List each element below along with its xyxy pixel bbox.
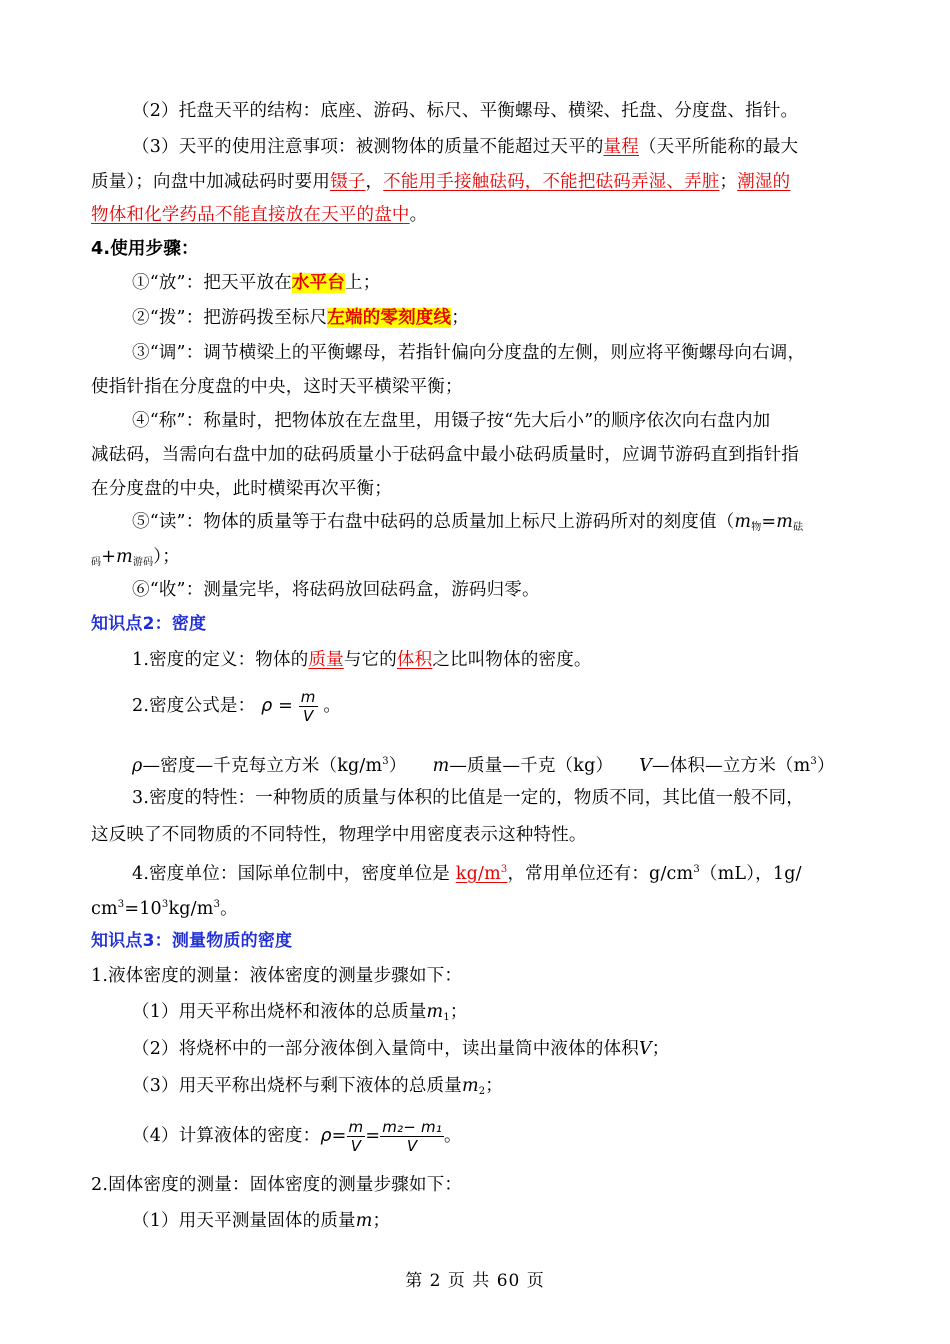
text: =10 — [124, 899, 162, 919]
step-3-line-2: 使指针指在分度盘的中央，这时天平横梁平衡； — [91, 377, 463, 397]
sup: 3 — [500, 864, 508, 875]
liquid-step-3 — [132, 1074, 503, 1104]
steps-heading: 4.使用步骤： — [91, 239, 199, 259]
sup: 3 — [213, 899, 221, 910]
sub: 码 — [91, 557, 102, 568]
text: （2）将烧杯中的一部分液体倒入量筒中，读出量筒中液体的体积 — [132, 1039, 639, 1059]
text: （mL），1g/ — [699, 864, 802, 884]
liquid-step-2 — [132, 1037, 669, 1061]
text: ）； — [153, 547, 180, 567]
density-unit-line-1 — [132, 858, 802, 886]
text: —密度—千克每立方米（kg/m — [142, 756, 383, 776]
text: cm — [91, 899, 118, 919]
moist-rule-cont: 物体和化学药品不能直接放在天平的盘中 — [91, 205, 410, 225]
text: ⑤“读”：物体的质量等于右盘中砝码的总质量加上标尺上游码所对的刻度值（ — [132, 512, 735, 532]
var-m: m — [116, 547, 133, 567]
text: 上； — [345, 273, 381, 293]
eq: = — [761, 512, 777, 532]
text: 1.密度的定义：物体的 — [132, 650, 309, 670]
sup: 3 — [117, 899, 125, 910]
var-m: m — [734, 512, 752, 532]
text: （1）用天平测量固体的质量 — [132, 1211, 356, 1231]
caution-line-2 — [91, 170, 790, 194]
text: ①“放”：把天平放在 — [132, 273, 292, 293]
var-m: m — [776, 512, 794, 532]
eq: = — [331, 1126, 347, 1146]
plus: + — [101, 547, 117, 567]
text: 。 — [220, 899, 238, 919]
solid-heading: 2.固体密度的测量：固体密度的测量步骤如下： — [91, 1175, 463, 1195]
caution-line-1 — [132, 135, 798, 159]
caution-line-3 — [91, 203, 427, 227]
tweezers-term: 镊子 — [330, 172, 366, 192]
text: 。 — [444, 1126, 462, 1146]
liquid-heading: 1.液体密度的测量：液体密度的测量步骤如下： — [91, 966, 463, 986]
rho-symbol: ρ — [320, 1126, 332, 1146]
denominator: V — [302, 707, 314, 725]
fraction-diff-over-v — [380, 1118, 444, 1155]
liquid-step-1 — [132, 1000, 468, 1030]
numerator: m — [300, 688, 316, 706]
var-v: V — [638, 1039, 652, 1059]
eq: = — [365, 1126, 381, 1146]
text: （3）天平的使用注意事项：被测物体的质量不能超过天平的 — [132, 137, 604, 157]
numerator: m₂− m₁ — [382, 1118, 443, 1136]
step-4-line-2: 减砝码，当需向右盘中加的砝码质量小于砝码盒中最小砝码质量时，应调节游码直到指针指 — [91, 445, 799, 465]
text: 。 — [409, 205, 428, 225]
sub: 1 — [443, 1012, 450, 1023]
text: ） — [388, 756, 407, 776]
step-3-line-1: ③“调”：调节横梁上的平衡螺母，若指针偏向分度盘的左侧，则应将平衡螺母向右调， — [132, 343, 806, 363]
text: —质量—千克（kg） — [449, 756, 614, 776]
text: ，常用单位还有：g/cm — [507, 864, 694, 884]
step-1 — [132, 271, 380, 295]
kp3-title: 知识点3：测量物质的密度 — [91, 931, 293, 951]
denominator: V — [350, 1137, 362, 1155]
sup: 3 — [693, 864, 700, 875]
highlight-level-table: 水平台 — [291, 273, 346, 293]
denominator: V — [406, 1137, 418, 1155]
numerator: m — [348, 1118, 364, 1136]
page-footer: 第 2 页 共 60 页 — [405, 1271, 545, 1291]
text: 质量）；向盘中加减砝码时要用 — [91, 172, 331, 192]
eq: = — [278, 696, 294, 716]
fraction-m-over-v — [347, 1118, 366, 1155]
moist-rule: 潮湿的 — [737, 172, 791, 192]
step-6: ⑥“收”：测量完毕，将砝码放回砝码盒，游码归零。 — [132, 580, 540, 600]
density-formula — [132, 686, 341, 726]
rho-symbol: ρ — [261, 696, 273, 716]
text: ； — [651, 1039, 670, 1059]
sub: 游码 — [132, 557, 154, 568]
text: ； — [719, 172, 738, 192]
text: 。 — [323, 696, 342, 716]
text: （4）计算液体的密度： — [132, 1126, 321, 1146]
sup: 3 — [810, 756, 817, 767]
text: —体积—立方米（m — [652, 756, 811, 776]
text: ； — [372, 1211, 391, 1231]
density-definition — [132, 648, 592, 672]
text: ； — [449, 1002, 468, 1022]
text: kg/m — [455, 864, 501, 884]
solid-step-1 — [132, 1209, 390, 1233]
var-m: m — [461, 1076, 479, 1096]
sub: 砝 — [793, 522, 804, 533]
step-5-line-2 — [91, 545, 180, 575]
structure-line: （2）托盘天平的结构：底座、游码、标尺、平衡螺母、横梁、托盘、分度盘、指针。 — [132, 101, 799, 121]
sup: 3 — [382, 756, 389, 767]
sup: 3 — [161, 899, 169, 910]
text: 2.密度公式是： — [132, 696, 256, 716]
text: ； — [485, 1076, 503, 1096]
no-touch-rule: 不能用手接触砝码，不能把砝码弄湿、弄脏 — [383, 172, 720, 192]
text: ； — [451, 308, 469, 328]
text: （3）用天平称出烧杯与剩下液体的总质量 — [132, 1076, 462, 1096]
text: kg/m — [168, 899, 214, 919]
text: ②“拨”：把游码拨至标尺 — [132, 308, 328, 328]
fraction-m-over-v — [299, 688, 318, 725]
sub: 2 — [478, 1086, 486, 1097]
step-5-line-1 — [132, 510, 803, 540]
mass-term: 质量 — [308, 650, 344, 670]
kp2-title: 知识点2：密度 — [91, 614, 207, 634]
text: （1）用天平称出烧杯和液体的总质量 — [132, 1002, 427, 1022]
var-v: V — [639, 756, 653, 776]
density-unit-line-2 — [91, 893, 238, 921]
si-unit — [456, 864, 508, 884]
text: 4.密度单位：国际单位制中，密度单位是 — [132, 864, 450, 884]
text: ） — [816, 756, 835, 776]
var-m: m — [432, 756, 450, 776]
density-property-line-1: 3.密度的特性：一种物质的质量与体积的比值是一定的，物质不同，其比值一般不同， — [132, 788, 804, 808]
text: ， — [365, 172, 384, 192]
density-units-line — [132, 750, 835, 778]
range-term: 量程 — [603, 137, 639, 157]
text: 与它的 — [343, 650, 397, 670]
var-m: m — [355, 1211, 373, 1231]
sub: 物 — [751, 522, 762, 533]
rho-symbol: ρ — [132, 756, 143, 776]
density-property-line-2: 这反映了不同物质的不同特性，物理学中用密度表示这种特性。 — [91, 825, 587, 845]
var-m: m — [426, 1002, 444, 1022]
liquid-step-4 — [132, 1116, 462, 1156]
text: （天平所能称的最大 — [638, 137, 799, 157]
text: 之比叫物体的密度。 — [432, 650, 592, 670]
step-2 — [132, 306, 469, 330]
highlight-zero-mark: 左端的零刻度线 — [327, 308, 452, 328]
step-4-line-3: 在分度盘的中央，此时横梁再次平衡； — [91, 479, 392, 499]
volume-term: 体积 — [396, 650, 433, 670]
step-4-line-1: ④“称”：称量时，把物体放在左盘里，用镊子按“先大后小”的顺序依次向右盘内加 — [132, 411, 771, 431]
